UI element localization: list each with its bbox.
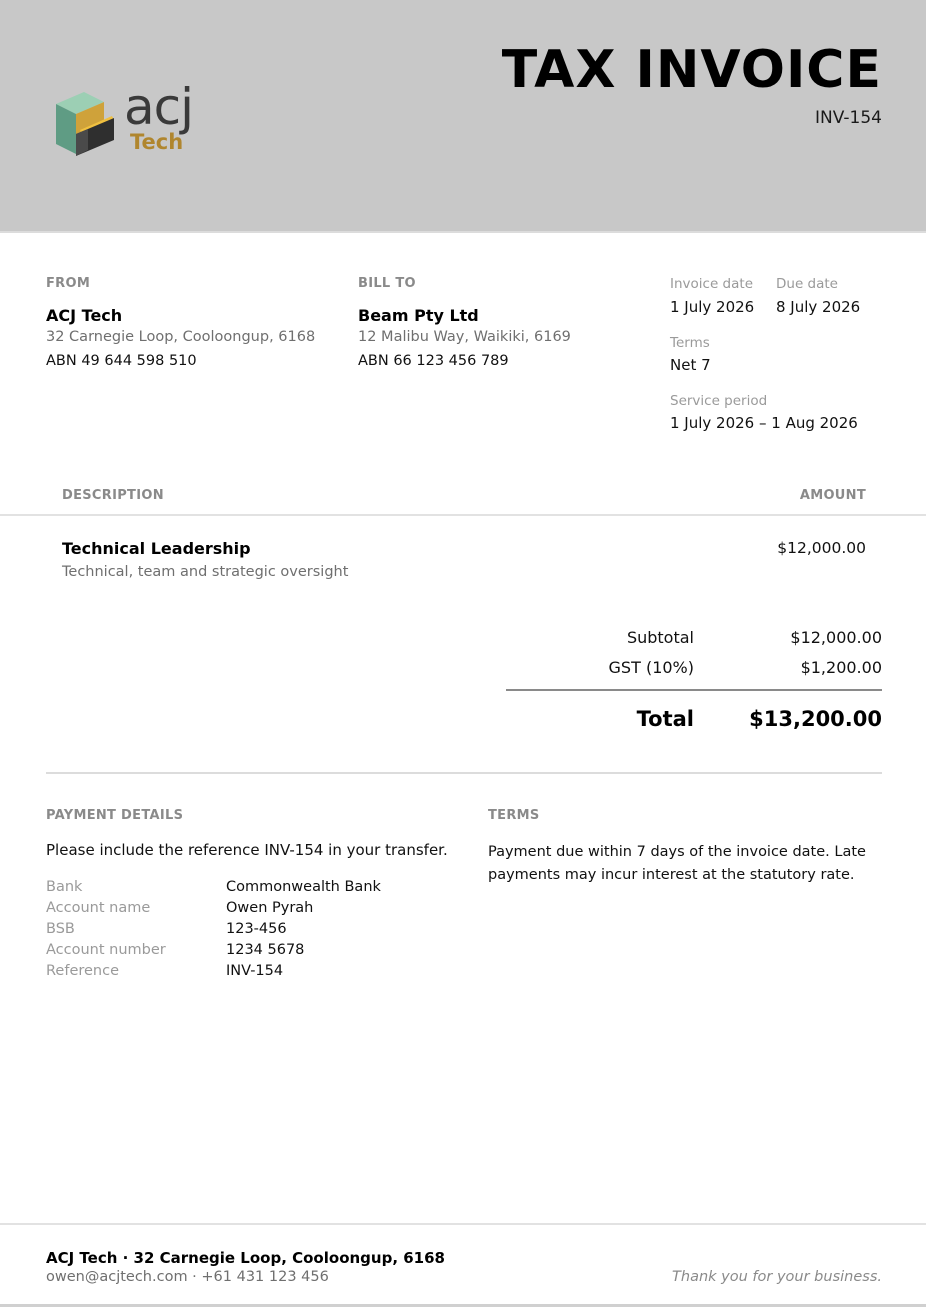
amount-header: AMOUNT: [799, 488, 866, 503]
from-block: [46, 276, 346, 369]
item-subtitle: Technical, team and strategic oversight: [62, 564, 349, 580]
reference-value: INV-154: [226, 962, 284, 979]
from-address: 32 Carnegie Loop, Cooloongup, 6168: [46, 329, 316, 345]
footer-address: ACJ Tech · 32 Carnegie Loop, Cooloongup, 6168: [46, 1249, 445, 1267]
section-divider: [46, 772, 882, 774]
list-item: [46, 960, 466, 981]
footer-contact: owen@acjtech.com · +61 431 123 456: [46, 1269, 329, 1285]
service-period-label: Service period: [670, 393, 768, 409]
terms-block: [488, 808, 888, 887]
from-label: FROM: [46, 276, 91, 291]
terms-text: Payment due within 7 days of the invoice date. Late payments may incur interest at the statutory rate.: [488, 844, 866, 883]
logo-wordmark: acj: [124, 78, 194, 136]
payment-note: Please include the reference INV-154 in your transfer.: [46, 841, 448, 859]
from-abn: ABN 49 644 598 510: [46, 353, 197, 369]
due-date: 8 July 2026: [776, 298, 861, 316]
invoice-date: 1 July 2026: [670, 298, 755, 316]
bsb-label: BSB: [46, 920, 75, 937]
account-number-label: Account number: [46, 941, 166, 958]
account-name-value: Owen Pyrah: [226, 900, 314, 917]
bank-value: Commonwealth Bank: [226, 879, 381, 896]
list-item: [46, 919, 466, 940]
total-value: $13,200.00: [749, 707, 882, 731]
bill-to-label: BILL TO: [358, 276, 416, 291]
item-amount: $12,000.00: [777, 539, 866, 557]
service-period: 1 July 2026 – 1 Aug 2026: [670, 414, 858, 432]
description-header: DESCRIPTION: [62, 488, 164, 503]
terms-label: TERMS: [488, 808, 540, 823]
bill-to-name: Beam Pty Ltd: [358, 306, 479, 325]
bill-to-abn: ABN 66 123 456 789: [358, 353, 509, 369]
bank-label: Bank: [46, 879, 83, 896]
list-item: [46, 898, 466, 919]
bill-to-address: 12 Malibu Way, Waikiki, 6169: [358, 329, 571, 345]
bill-to-block: [358, 276, 658, 369]
due-date-label: Due date: [776, 276, 838, 292]
account-number-value: 1234 5678: [226, 941, 305, 958]
item-title: Technical Leadership: [62, 539, 251, 558]
from-name: ACJ Tech: [46, 306, 123, 325]
footer-thanks: Thank you for your business.: [672, 1269, 882, 1285]
payment-details: [46, 808, 466, 981]
document-title: TAX INVOICE: [501, 40, 882, 100]
terms-meta-value: Net 7: [670, 356, 711, 374]
footer: [0, 1223, 926, 1307]
subtotal-label: Subtotal: [626, 628, 694, 647]
bsb-value: 123-456: [226, 920, 287, 937]
invoice-number: INV-154: [815, 108, 882, 128]
account-name-label: Account name: [46, 900, 151, 917]
subtotal-value: $12,000.00: [790, 628, 882, 647]
invoice-header: [0, 0, 926, 233]
total-label: Total: [636, 707, 694, 731]
terms-meta-label: Terms: [670, 335, 710, 351]
list-item: [46, 877, 466, 898]
gst-value: $1,200.00: [800, 658, 882, 677]
totals-divider: [506, 689, 882, 691]
logo-subtitle: Tech: [130, 130, 184, 154]
invoice-date-label: Invoice date: [670, 276, 753, 292]
reference-label: Reference: [46, 962, 120, 979]
items-header: [0, 486, 926, 516]
gst-label: GST (10%): [608, 658, 694, 677]
list-item: [46, 939, 466, 960]
payment-details-label: PAYMENT DETAILS: [46, 808, 184, 823]
